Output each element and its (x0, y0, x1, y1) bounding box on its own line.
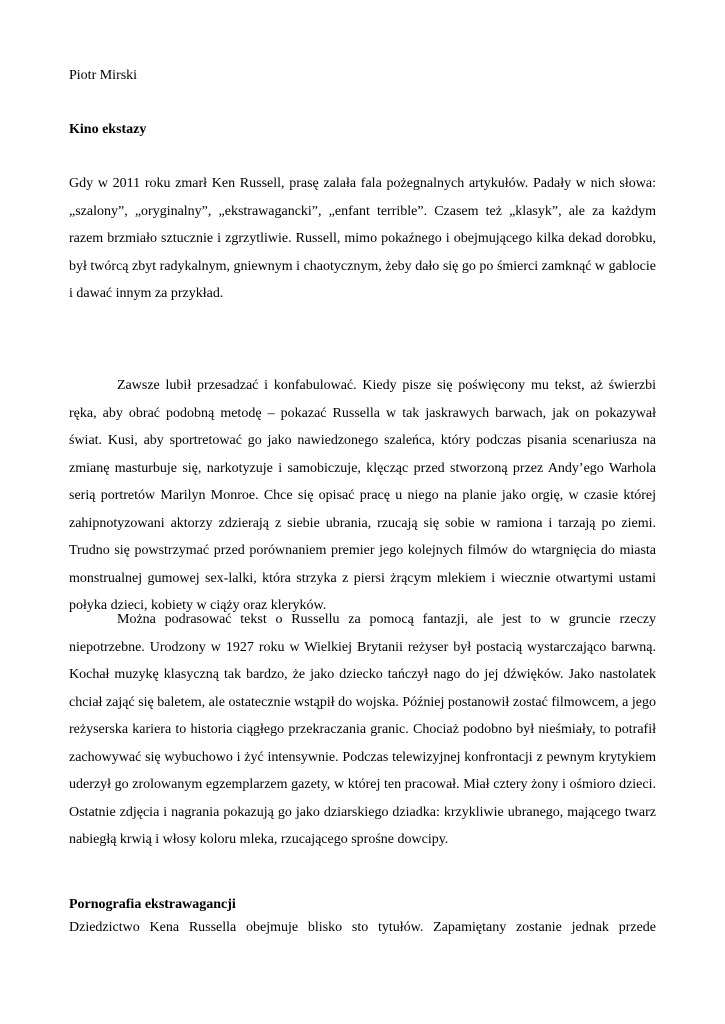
paragraph-body: Można podrasować tekst o Russellu za pomocą fantazji, ale jest to w gruncie rzeczy niepotrzebne. Urodzony w 1927 roku w Wielkiej Brytanii reżyser był postacią wystarczająco barwną. Kochał muzykę klasyczną tak bardzo, że jako dziecko tańczył nago do jej dźwięków. Jako nastolatek chciał zająć się baletem, ale ostatecznie wstąpił do wojska. Później postanowił zostać filmowcem, a jego reżyserska kariera to historia ciągłego przekraczania granic. Chociaż podobno był nieśmiały, to potrafił zachowywać się wybuchowo i żyć intensywnie. Podczas telewizyjnej konfrontacji z pewnym krytykiem uderzył go zrolowanym egzemplarzem gazety, w której ten pracował. Miał cztery żony i ośmioro dzieci. Ostatnie zdjęcia i nagrania pokazują go jako dziarskiego dziadka: krzykliwie ubranego, mającego twarz nabiegłą krwią i włosy koloru mleka, rzucającego sprośne dowcipy. (69, 612, 656, 847)
section-heading: Pornografia ekstrawagancji (69, 897, 236, 912)
article-title: Kino ekstazy (69, 122, 147, 137)
paragraph-section-start: Dziedzictwo Kena Russella obejmuje blisko sto tytułów. Zapamiętany zostanie jednak przede (69, 920, 656, 935)
paragraph-body: Zawsze lubił przesadzać i konfabulować. Kiedy pisze się poświęcony mu tekst, aż świerzbi ręka, aby obrać podobną metodę – pokazać Russella w tak jaskrawych barwach, jak on pokazywał świat. Kusi, aby sportretować go jako nawiedzonego szaleńca, który podczas pisania scenariusza na zmianę masturbuje się, narkotyzuje i samobiczuje, klęcząc przed stworzoną przez Andy’ego Warhola serią portretów Marilyn Monroe. Chce się opisać pracę u niego na planie jako orgię, w czasie której zahipnotyzowani aktorzy zdzierają z siebie ubrania, rzucają się sobie w ramiona i tarzają po ziemi. Trudno się powstrzymać przed porównaniem premier jego kolejnych filmów do wtargnięcia do miasta monstrualnej gumowej sex-lalki, która strzyka z piersi żrącym mlekiem i wiecznie otwartymi ustami połyka dzieci, kobiety w ciąży oraz kleryków. (69, 378, 656, 613)
author-name: Piotr Mirski (69, 68, 138, 83)
paragraph-intro: Gdy w 2011 roku zmarł Ken Russell, prasę zalała fala pożegnalnych artykułów. Padały w nich słowa: „szalony”, „oryginalny”, „ekstrawagancki”, „enfant terrible”. Czasem też „klasyk”, ale za każdym razem brzmiało sztucznie i zgrzytliwie. Russell, mimo pokaźnego i obejmującego kilka dekad dorobku, był twórcą zbyt radykalnym, gniewnym i chaotycznym, żeby dało się go po śmierci zamknąć w gablocie i dawać innym za przykład. (69, 176, 656, 301)
